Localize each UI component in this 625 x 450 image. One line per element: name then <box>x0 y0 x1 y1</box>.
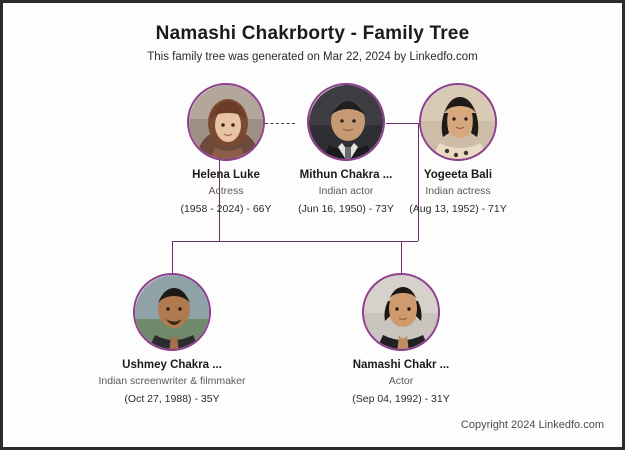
connector-children-bar <box>172 241 418 242</box>
person-card-namashi-chakraborty[interactable] <box>321 273 481 405</box>
person-name: Yogeeta Bali <box>423 169 493 181</box>
avatar <box>419 83 497 161</box>
person-card-ushmey-chakraborty[interactable] <box>92 273 252 405</box>
person-name: Helena Luke <box>192 169 260 181</box>
avatar <box>362 273 440 351</box>
avatar <box>133 273 211 351</box>
copyright-text: Copyright 2024 Linkedfo.com <box>460 419 604 431</box>
avatar-image-mithun-chakraborty <box>309 85 383 159</box>
avatar <box>307 83 385 161</box>
person-name: Ushmey Chakra ... <box>122 359 222 371</box>
avatar-image-namashi-chakraborty <box>364 275 438 349</box>
avatar-image-ushmey-chakraborty <box>135 275 209 349</box>
person-role: Actor <box>388 375 414 387</box>
page-subtitle: This family tree was generated on Mar 22, 2024 by Linkedfo.com <box>147 51 478 63</box>
person-name: Namashi Chakr ... <box>352 359 450 371</box>
person-dates: (Aug 13, 1952) - 71Y <box>409 203 507 215</box>
person-name: Mithun Chakra ... <box>299 169 393 181</box>
person-role: Indian actress <box>425 185 491 197</box>
person-dates: (Jun 16, 1950) - 73Y <box>298 203 394 215</box>
connector-to-ushmey <box>172 241 173 275</box>
avatar-image-yogeeta-bali <box>421 85 495 159</box>
connector-to-namashi <box>401 241 402 275</box>
page-title: Namashi Chakrborty - Family Tree <box>155 23 470 44</box>
person-dates: (Oct 27, 1988) - 35Y <box>124 393 220 405</box>
person-role: Indian screenwriter & filmmaker <box>98 375 246 387</box>
person-role: Indian actor <box>318 185 374 197</box>
person-dates: (1958 - 2024) - 66Y <box>180 203 272 215</box>
person-card-yogeeta-bali[interactable] <box>378 83 538 215</box>
person-dates: (Sep 04, 1992) - 31Y <box>352 393 450 405</box>
avatar <box>187 83 265 161</box>
avatar-image-helena-luke <box>189 85 263 159</box>
person-role: Actress <box>208 185 244 197</box>
